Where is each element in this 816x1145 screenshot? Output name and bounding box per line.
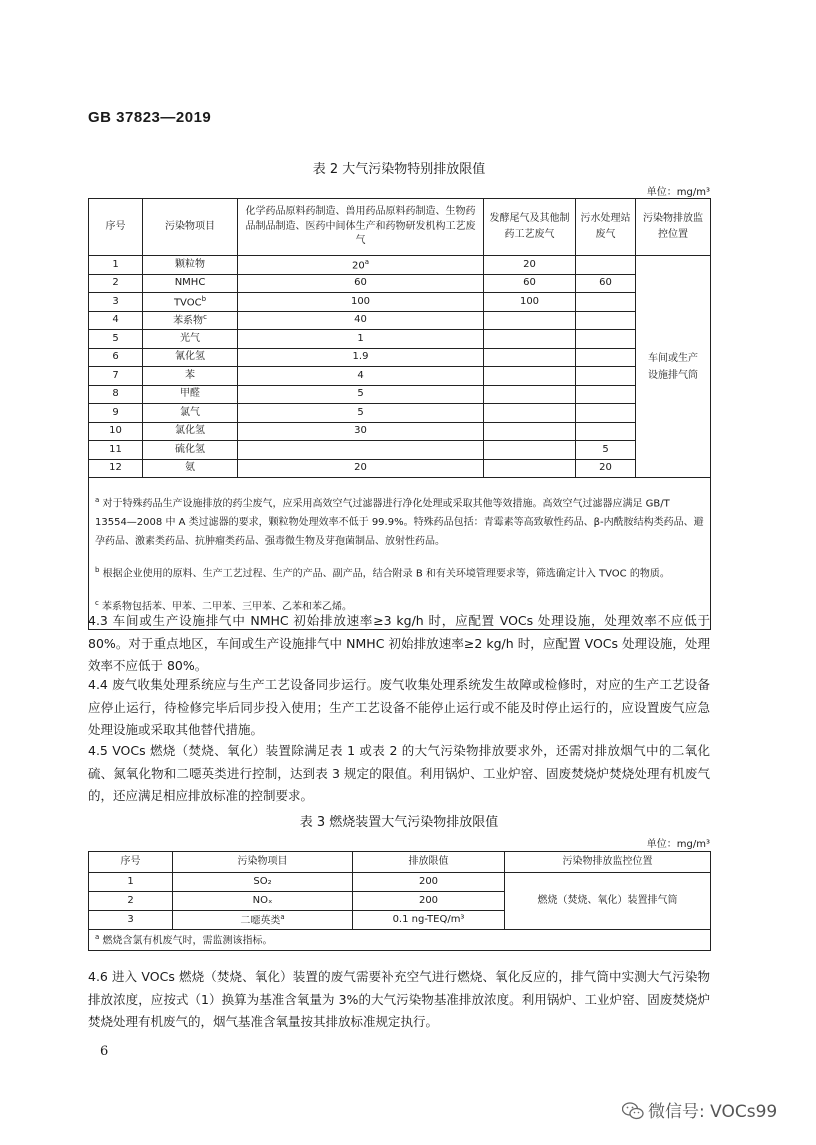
table2-cell-item-text: 氯化氢: [175, 425, 205, 437]
table2-cell-col-c: [576, 293, 636, 312]
table2-cell-no: 6: [89, 348, 143, 367]
table2-cell-col-c: [576, 404, 636, 423]
table2-cell-col-a-text: 5: [357, 388, 364, 400]
table2-cell-no: 9: [89, 404, 143, 423]
table2-header-col-c: 污水处理站废气: [576, 199, 636, 256]
table3-caption: 表 3 燃烧装置大气污染物排放限值: [299, 815, 499, 830]
table3-header-item: 污染物项目: [173, 852, 353, 873]
table2-cell-col-a: [238, 293, 484, 312]
table2-cell-col-b: [484, 330, 576, 349]
table2-cell-col-a-text: 5: [357, 406, 364, 418]
table2-cell-no: 1: [89, 256, 143, 275]
table3-cell-no: 1: [89, 873, 173, 892]
table2-cell-no: 12: [89, 459, 143, 478]
table2-cell-col-a: [238, 330, 484, 349]
table3-cell-no: 3: [89, 911, 173, 930]
table3-cell-limit: 0.1 ng-TEQ/m³: [353, 911, 505, 930]
table2-header-col-b: 发酵尾气及其他制药工艺废气: [484, 199, 576, 256]
table2-cell-col-a: [238, 459, 484, 478]
table2-cell-col-c: [576, 330, 636, 349]
watermark-text: 微信号: VOCs99: [648, 1102, 778, 1122]
table2-cell-col-a-text: 1.9: [352, 351, 369, 363]
table2-cell-item-text: 氰化氢: [175, 351, 205, 363]
table2-cell-col-b: [484, 422, 576, 441]
table2-note-text: 对于特殊药品生产设施排放的药尘废气，应采用高效空气过滤器进行净化处理或采取其他等效措施。高效空气过滤器应满足 GB/T 13554—2008 中 A 类过滤器的要求，颗粒物处理效率不低于 99.9%。特殊药品包括：青霉素等高致敏性药品、β-内酰胺结构类药品、避孕药品、激素类药品、抗肿瘤类药品、强毒微生物及芽孢菌制品、放射性药品。: [95, 498, 704, 548]
table2-cell-col-a: [238, 385, 484, 404]
table2-header-col-a: 化学药品原料药制造、兽用药品原料药制造、生物药品制品制造、医药中间体生产和药物研发机构工艺废气: [238, 199, 484, 256]
paragraph-4-4: 4.4 废气收集处理系统应与生产工艺设备同步运行。废气收集处理系统发生故障或检修时，对应的生产工艺设备应停止运行，待检修完毕后同步投入使用；生产工艺设备不能停止运行或不能及时停止运行的，应设置废气应急处理设施或采取其他替代措施。: [88, 677, 710, 737]
table3-cell-limit: 200: [353, 892, 505, 911]
table3-cell-item: [173, 873, 353, 892]
table2-cell-col-c: 60: [576, 274, 636, 293]
table2-cell-col-a: [238, 348, 484, 367]
table2-cell-col-c: [576, 348, 636, 367]
table2-notes-row: [89, 478, 711, 630]
table3-header-limit: 排放限值: [353, 852, 505, 873]
table2-cell-col-c: [576, 367, 636, 386]
table2-cell-no: 2: [89, 274, 143, 293]
table3-note-text: 燃烧含氯有机废气时，需监测该指标。: [102, 935, 273, 947]
table2-cell-col-b: [484, 459, 576, 478]
table2-notes: [89, 478, 711, 630]
table3-notes-row: [89, 930, 711, 951]
table2-cell-col-a: [238, 367, 484, 386]
table2-cell-item: [143, 293, 238, 312]
table2-cell-item-text: 颗粒物: [175, 258, 205, 270]
table2-cell-no: 7: [89, 367, 143, 386]
table2-row: [89, 311, 711, 330]
table2-cell-no: 5: [89, 330, 143, 349]
table3-cell-limit: 200: [353, 873, 505, 892]
table2-cell-item: [143, 404, 238, 423]
table2-cell-col-a: [238, 441, 484, 460]
table3-header-location: 污染物排放监控位置: [505, 852, 711, 873]
table2-cell-col-a-text: 60: [354, 277, 367, 289]
table3-header-row: [89, 852, 711, 873]
table3-unit: 单位：mg/m³: [646, 839, 710, 850]
table2-note-mark: b: [95, 566, 100, 575]
table2-cell-item-text: 硫化氢: [175, 443, 205, 455]
table3-note: [89, 930, 711, 951]
table2-cell-item-text: TVOC: [173, 296, 202, 308]
table2-cell-col-a-text: 100: [350, 295, 371, 307]
table2-row: [89, 367, 711, 386]
table2-cell-item: [143, 348, 238, 367]
table2-note: [95, 561, 704, 583]
table2-row: [89, 404, 711, 423]
table2-cell-col-b: 20: [484, 256, 576, 275]
table2-cell-item: [143, 367, 238, 386]
table2-cell-no: 10: [89, 422, 143, 441]
table2-unit: 单位：mg/m³: [646, 187, 710, 198]
table2-cell-no: 4: [89, 311, 143, 330]
table2-cell-item: [143, 459, 238, 478]
table2-cell-col-a: [238, 311, 484, 330]
paragraph-4-3: 4.3 车间或生产设施排气中 NMHC 初始排放速率≥3 kg/h 时，应配置 VOCs 处理设施，处理效率不应低于 80%。对于重点地区，车间或生产设施排气中 NMHC 初始排放速率≥2 kg/h 时，应配置 VOCs 处理设施，处理效率不应低于 80%。: [88, 613, 710, 673]
table2-cell-col-c: [576, 385, 636, 404]
table3-cell-item: [173, 892, 353, 911]
table3: [88, 851, 711, 951]
table2-cell-col-a: [238, 256, 484, 275]
table2-note-text: 根据企业使用的原料、生产工艺过程、生产的产品、副产品，结合附录 B 和有关环境管理要求等，筛选确定计入 TVOC 的物质。: [102, 568, 670, 580]
table2-cell-col-b: 100: [484, 293, 576, 312]
table2-cell-item: [143, 385, 238, 404]
table3-cell-no: 2: [89, 892, 173, 911]
table2-row: [89, 385, 711, 404]
table2-cell-item: [143, 256, 238, 275]
watermark: [622, 1097, 777, 1122]
table2-header-item: 污染物项目: [143, 199, 238, 256]
table2-cell-item: [143, 330, 238, 349]
table2-cell-col-a-text: 20: [354, 462, 367, 474]
table2-cell-col-b: [484, 385, 576, 404]
table2-caption: 表 2 大气污染物特别排放限值: [312, 162, 486, 177]
table2-cell-item-text: 甲醛: [180, 388, 200, 400]
table3-cell-item: [173, 911, 353, 930]
table2-cell-col-c: [576, 311, 636, 330]
table2-cell-no: 8: [89, 385, 143, 404]
table2-cell-col-a: [238, 404, 484, 423]
table2: [88, 198, 711, 630]
table2-cell-item-text: 氯气: [180, 406, 200, 418]
table2-cell-col-a: [238, 422, 484, 441]
table2-cell-item-note-mark: c: [203, 313, 207, 322]
table2-cell-col-b: 60: [484, 274, 576, 293]
table2-cell-col-c: [576, 256, 636, 275]
table2-cell-item-text: 光气: [180, 332, 200, 344]
table2-cell-item: [143, 311, 238, 330]
table2-cell-col-a-text: 4: [357, 369, 364, 381]
table2-note-mark: a: [95, 496, 100, 504]
table2-cell-col-a-text: 20: [351, 259, 365, 271]
table2-header-col-d: 污染物排放监控位置: [636, 199, 711, 256]
table2-cell-col-c: 5: [576, 441, 636, 460]
table2-row: [89, 348, 711, 367]
table2-cell-item: [143, 422, 238, 441]
table3-cell-item-note-mark: a: [280, 912, 285, 921]
table2-cell-col-b: [484, 367, 576, 386]
table2-monitor-location: 车间或生产设施排气筒: [636, 256, 711, 478]
table2-cell-item-note-mark: b: [201, 294, 207, 303]
table2-row: [89, 256, 711, 275]
table2-cell-item-text: 苯系物: [173, 315, 204, 327]
table2-cell-item-text: 苯: [185, 369, 195, 381]
table2-note-text: 苯系物包括苯、甲苯、二甲苯、三甲苯、乙苯和苯乙烯。: [102, 600, 353, 612]
table2-cell-col-b: [484, 311, 576, 330]
table2-note: [95, 491, 704, 551]
table2-row: [89, 274, 711, 293]
table3-row: [89, 873, 711, 892]
table2-row: [89, 441, 711, 460]
table2-row: [89, 330, 711, 349]
table3-cell-item-text: NOₓ: [252, 895, 273, 906]
table2-cell-col-a-note-mark: a: [364, 257, 370, 266]
table2-row: [89, 422, 711, 441]
table2-cell-col-a-text: 30: [354, 425, 367, 437]
table3-header-no: 序号: [89, 852, 173, 873]
table3-note-mark: a: [95, 932, 100, 941]
table2-cell-col-c: 20: [576, 459, 636, 478]
table2-cell-item: [143, 274, 238, 293]
table2-cell-col-b: [484, 441, 576, 460]
table2-cell-col-a-text: 40: [354, 314, 367, 326]
table2-cell-item: [143, 441, 238, 460]
table2-cell-no: 3: [89, 293, 143, 312]
table2-row: [89, 459, 711, 478]
paragraph-4-6: 4.6 进入 VOCs 燃烧（焚烧、氧化）装置的废气需要补充空气进行燃烧、氧化反应的，排气筒中实测大气污染物排放浓度，应按式（1）换算为基准含氧量为 3%的大气污染物基准排放浓度。利用锅炉、工业炉窑、固废焚烧炉焚烧处理有机废气的，烟气基准含氧量按其排放标准规定执行。: [88, 969, 710, 1029]
table2-cell-item-text: 氨: [185, 462, 195, 474]
table2-cell-no: 11: [89, 441, 143, 460]
table2-header-no: 序号: [89, 199, 143, 256]
table3-monitor-location: 燃烧（焚烧、氧化）装置排气筒: [505, 873, 711, 930]
table2-cell-col-b: [484, 348, 576, 367]
table2-cell-col-a: [238, 274, 484, 293]
table2-header-row: [89, 199, 711, 256]
table2-cell-col-a-text: 1: [357, 332, 364, 344]
table2-row: [89, 293, 711, 312]
table2-cell-col-b: [484, 404, 576, 423]
page-number: 6: [100, 1044, 109, 1059]
table2-cell-item-text: NMHC: [174, 277, 206, 289]
table3-cell-item-text: SO₂: [253, 876, 272, 887]
table2-note-mark: c: [95, 598, 99, 607]
standard-number: GB 37823—2019: [88, 109, 212, 126]
table3-cell-item-text: 二噁英类: [240, 915, 281, 927]
wechat-icon: [622, 1102, 644, 1120]
table2-cell-col-c: [576, 422, 636, 441]
paragraph-4-5: 4.5 VOCs 燃烧（焚烧、氧化）装置除满足表 1 或表 2 的大气污染物排放要求外，还需对排放烟气中的二氧化硫、氮氧化物和二噁英类进行控制，达到表 3 规定的限值。利用锅炉、工业炉窑、固废焚烧炉焚烧处理有机废气的，还应满足相应排放标准的控制要求。: [88, 743, 710, 803]
